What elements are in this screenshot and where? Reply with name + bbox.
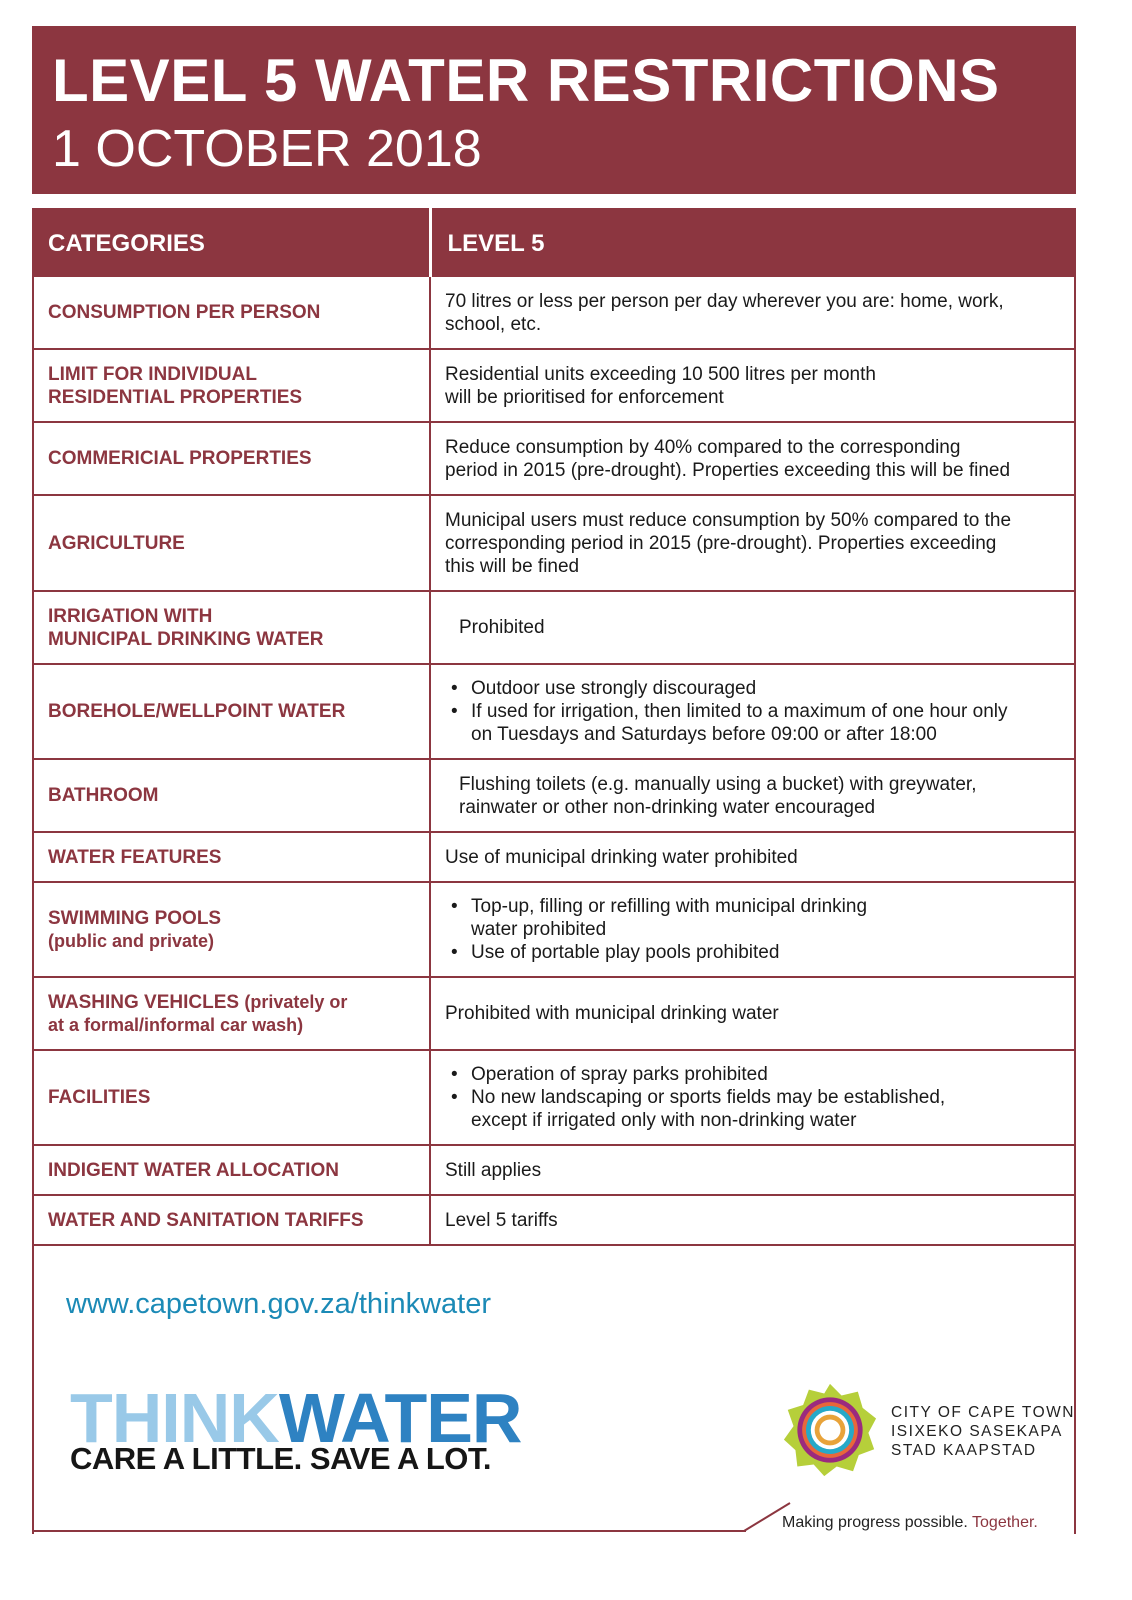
city-name — [891, 1403, 1075, 1460]
slogan-main: Making progress possible. — [782, 1514, 968, 1531]
value-cell — [430, 1050, 1076, 1145]
list-item — [471, 895, 1062, 941]
value-cell — [430, 882, 1076, 977]
category-line: LIMIT FOR INDIVIDUAL — [48, 363, 257, 385]
category-line: SWIMMING POOLS — [48, 907, 222, 929]
effective-date: 1 OCTOBER 2018 — [52, 120, 482, 178]
table-row — [32, 759, 1076, 832]
value-line: corresponding period in 2015 (pre-drought). Properties exceeding — [445, 532, 997, 554]
bullet-list — [445, 895, 1062, 964]
value-line: Municipal users must reduce consumption by 50% compared to the — [445, 509, 1012, 531]
category-line: IRRIGATION WITH — [48, 605, 213, 627]
value-cell — [430, 664, 1076, 759]
list-item-line: • Top-up, filling or refilling with municipal drinking — [471, 896, 868, 917]
category-cell: BATHROOM — [32, 759, 430, 832]
table-row — [32, 1050, 1076, 1145]
category-cell: WATER AND SANITATION TARIFFS — [32, 1195, 430, 1245]
table-row — [32, 349, 1076, 422]
city-slogan — [782, 1514, 1038, 1532]
category-cell: BOREHOLE/WELLPOINT WATER — [32, 664, 430, 759]
slogan-accent: Together. — [972, 1514, 1038, 1531]
category-cell: WATER FEATURES — [32, 832, 430, 882]
category-cell — [32, 591, 430, 664]
list-item-line: except if irrigated only with non-drinking water — [471, 1110, 857, 1131]
value-line: rainwater or other non-drinking water encouraged — [459, 796, 876, 818]
logo-water-part: WATER — [278, 1379, 522, 1457]
value-line: this will be fined — [445, 555, 580, 577]
category-cell: AGRICULTURE — [32, 495, 430, 591]
table-row — [32, 277, 1076, 349]
value-line: Reduce consumption by 40% compared to the corresponding — [445, 436, 961, 458]
category-cell: COMMERICIAL PROPERTIES — [32, 422, 430, 495]
category-cell — [32, 349, 430, 422]
list-item-line: on Tuesdays and Saturdays before 09:00 or after 18:00 — [471, 724, 937, 745]
category-cell: FACILITIES — [32, 1050, 430, 1145]
value-cell: Prohibited — [430, 591, 1076, 664]
logo-think-part: THINK — [70, 1379, 279, 1457]
list-item: • Operation of spray parks prohibited — [471, 1063, 1062, 1086]
value-cell — [430, 422, 1076, 495]
table-row — [32, 591, 1076, 664]
bullet-list — [445, 677, 1062, 746]
table-row — [32, 495, 1076, 591]
value-line: Residential units exceeding 10 500 litres per month — [445, 363, 876, 385]
category-line: MUNICIPAL DRINKING WATER — [48, 628, 324, 650]
page-title: LEVEL 5 WATER RESTRICTIONS — [52, 47, 1000, 114]
value-cell — [430, 759, 1076, 832]
category-line: (public and private) — [48, 930, 215, 951]
list-item: • Use of portable play pools prohibited — [471, 941, 1062, 964]
value-cell: Prohibited with municipal drinking water — [430, 977, 1076, 1050]
column-header-level: LEVEL 5 — [430, 210, 1076, 278]
table-row — [32, 664, 1076, 759]
city-name-line: ISIXEKO SASEKAPA — [891, 1423, 1063, 1440]
value-line: period in 2015 (pre-drought). Properties exceeding this will be fined — [445, 459, 1011, 481]
value-cell: 70 litres or less per person per day wherever you are: home, work, school, etc. — [430, 277, 1076, 349]
city-name-line: CITY OF CAPE TOWN — [891, 1404, 1075, 1421]
bullet-list — [445, 1063, 1062, 1132]
restrictions-table — [32, 208, 1076, 1246]
category-cell: CONSUMPTION PER PERSON — [32, 277, 430, 349]
city-emblem-icon — [782, 1382, 878, 1478]
value-cell: Level 5 tariffs — [430, 1195, 1076, 1245]
category-cell — [32, 977, 430, 1050]
list-item-line: water prohibited — [471, 919, 607, 940]
table-row — [32, 1145, 1076, 1195]
value-line: Flushing toilets (e.g. manually using a bucket) with greywater, — [459, 773, 977, 795]
category-line-part: WASHING VEHICLES — [48, 991, 240, 1013]
footer-divider — [32, 1530, 746, 1532]
category-line — [48, 991, 415, 1014]
list-item-line: • If used for irrigation, then limited to a maximum of one hour only — [471, 701, 1008, 722]
list-item: • Outdoor use strongly discouraged — [471, 677, 1062, 700]
table-row — [32, 977, 1076, 1050]
table-row — [32, 422, 1076, 495]
list-item — [471, 1086, 1062, 1132]
list-item — [471, 700, 1062, 746]
category-cell — [32, 882, 430, 977]
value-cell: Still applies — [430, 1145, 1076, 1195]
thinkwater-link[interactable]: www.capetown.gov.za/thinkwater — [66, 1288, 492, 1320]
logo-tagline: CARE A LITTLE. SAVE A LOT. — [70, 1441, 491, 1476]
category-line: RESIDENTIAL PROPERTIES — [48, 386, 303, 408]
value-cell: Use of municipal drinking water prohibited — [430, 832, 1076, 882]
column-header-categories: CATEGORIES — [32, 210, 430, 278]
value-line: will be prioritised for enforcement — [445, 386, 724, 408]
value-cell — [430, 349, 1076, 422]
category-line: at a formal/informal car wash) — [48, 1014, 304, 1035]
table-row — [32, 832, 1076, 882]
list-item-line: • No new landscaping or sports fields may be established, — [471, 1087, 946, 1108]
city-name-line: STAD KAAPSTAD — [891, 1442, 1037, 1459]
table-row — [32, 1195, 1076, 1245]
table-row — [32, 882, 1076, 977]
category-line-part: (privately or — [244, 991, 348, 1012]
category-cell: INDIGENT WATER ALLOCATION — [32, 1145, 430, 1195]
value-cell — [430, 495, 1076, 591]
table-header-row — [32, 210, 1076, 278]
title-banner — [32, 26, 1076, 194]
